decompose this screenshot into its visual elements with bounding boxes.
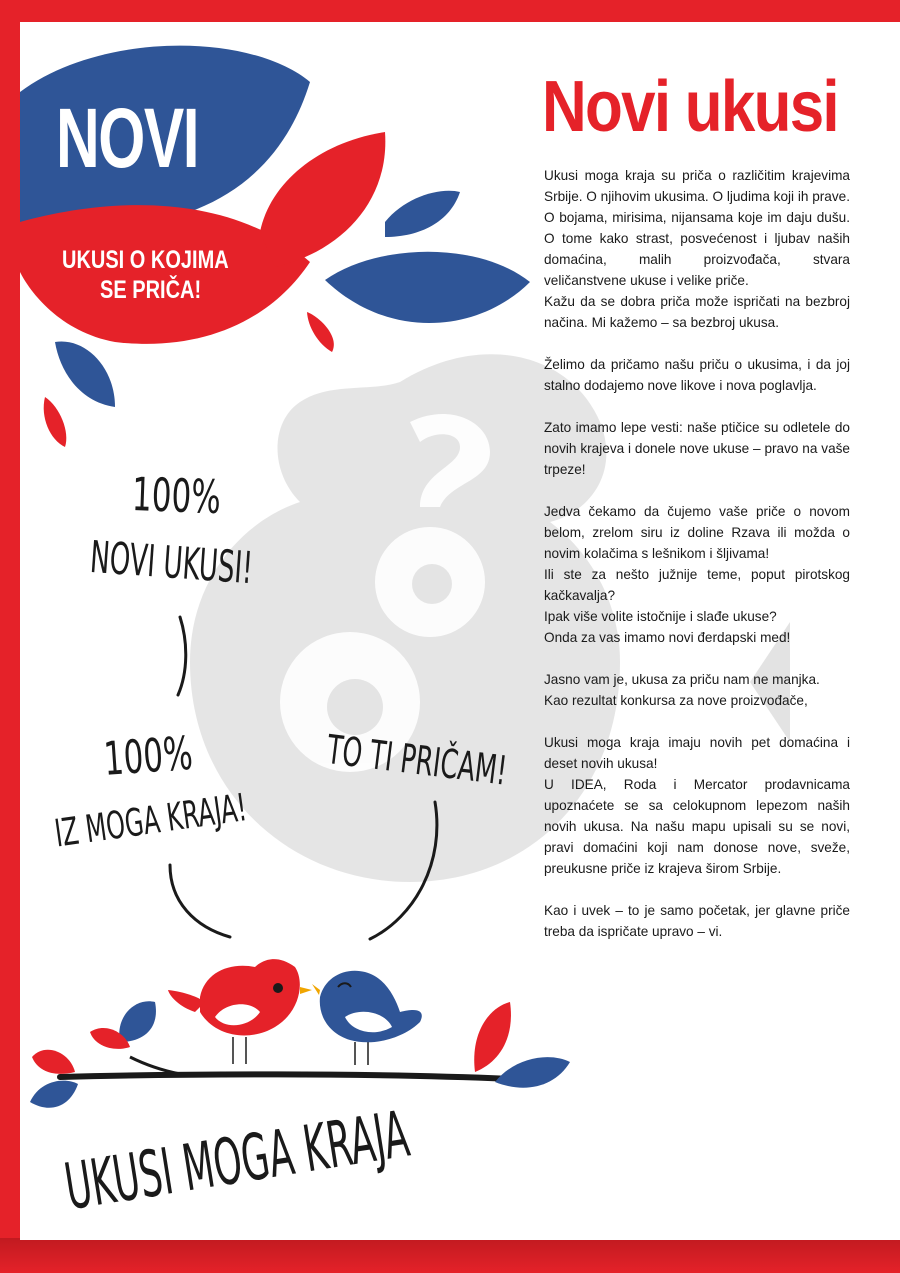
paragraph-6 <box>544 732 850 879</box>
badge-subtitle-line1: UKUSI O KOJIMA <box>62 246 229 274</box>
paragraph-line: Ili ste za nešto južnije teme, poput pirotskog kačkavalja? <box>544 567 850 603</box>
speech-line-1 <box>178 617 186 695</box>
leaf-red-left <box>44 397 67 447</box>
paragraph-7 <box>544 900 850 942</box>
speech-2-text: IZ MOGA KRAJA! <box>52 785 250 856</box>
paragraph-2 <box>544 354 850 396</box>
badge-title: NOVI <box>56 91 199 185</box>
leaf-blue-large <box>325 252 530 323</box>
leaf-blue-left <box>55 341 115 407</box>
paragraph-line: Kao rezultat konkursa za nove proizvođače, <box>544 693 808 708</box>
badge-subtitle-line2: SE PRIČA! <box>100 276 202 304</box>
logo-wordmark: UKUSI MOGA KRAJA <box>60 1097 415 1226</box>
speech-1-percent: 100% <box>131 467 222 525</box>
paragraph-3 <box>544 417 850 480</box>
flyer-page <box>20 22 900 1240</box>
branch-leaf-blue-3 <box>495 1057 570 1088</box>
paragraph-line: Ukusi moga kraja su priča o različitim krajevima Srbije. O njihovim ukusima. O ljudima koji ih prave. O bojama, mirisima, nijansama koje im daju dušu. O tome kako strast, posvećenost i ljubav naših domaćina, malih proizvođača, stvara veličanstvene ukuse i velike priče. <box>544 168 850 288</box>
branch <box>60 1074 535 1080</box>
leaf-red-mid <box>307 312 334 352</box>
leaf-blue-small-top <box>385 191 460 237</box>
branch-leaf-blue-1 <box>119 1001 156 1042</box>
speech-line-2 <box>170 865 230 937</box>
paragraph-line: Kao i uvek – to je samo početak, jer glavne priče treba da ispričate upravo – vi. <box>544 903 850 939</box>
paragraph-line: Ukusi moga kraja imaju novih pet domaćina i deset novih ukusa! <box>544 735 850 771</box>
speech-3-text: TO TI PRIČAM! <box>324 727 510 795</box>
blue-bird-icon <box>312 971 422 1065</box>
article-body <box>544 165 850 963</box>
speech-1-text: NOVI UKUSI! <box>88 532 255 595</box>
paragraph-line: Kažu da se dobra priča može ispričati na bezbroj načina. Mi kažemo – sa bezbroj ukusa. <box>544 294 850 330</box>
red-bird-icon <box>168 959 312 1064</box>
page-title: Novi ukusi <box>542 67 838 147</box>
paragraph-line: U IDEA, Roda i Mercator prodavnicama upoznaćete se sa celokupnom lepezom naših novih ukusa. Na našu mapu upisali su se novi, pravi domaćini koji nam donose nove, sveže, preukusne priče iz krajeva širom Srbije. <box>544 777 850 876</box>
paragraph-line: Ipak više volite istočnije i slađe ukuse? <box>544 609 777 624</box>
branch-leaf-blue-2 <box>30 1081 78 1108</box>
speech-2-percent: 100% <box>102 725 195 786</box>
paragraph-line: Zato imamo lepe vesti: naše ptičice su odletele do novih krajeva i donele nove ukuse – pravo na vaše trpeze! <box>544 420 850 477</box>
page-bottom-shadow <box>0 1238 900 1273</box>
paragraph-line: Onda za vas imamo novi đerdapski med! <box>544 630 791 645</box>
paragraph-1 <box>544 165 850 333</box>
paragraph-line: Jasno vam je, ukusa za priču nam ne manjka. <box>544 672 820 687</box>
paragraph-5 <box>544 669 850 711</box>
paragraph-line: Jedva čekamo da čujemo vaše priče o novom belom, zrelom siru iz doline Rzava ili možda o novim kolačima s lešnikom i šljivama! <box>544 504 850 561</box>
branch-leaf-red-3 <box>474 1002 511 1072</box>
paragraph-4 <box>544 501 850 648</box>
speech-line-3 <box>370 802 437 939</box>
leaf-red-top <box>260 132 385 267</box>
paragraph-line: Želimo da pričamo našu priču o ukusima, i da joj stalno dodajemo nove likove i nova poglavlja. <box>544 357 850 393</box>
branch-leaf-red-2 <box>32 1050 75 1074</box>
